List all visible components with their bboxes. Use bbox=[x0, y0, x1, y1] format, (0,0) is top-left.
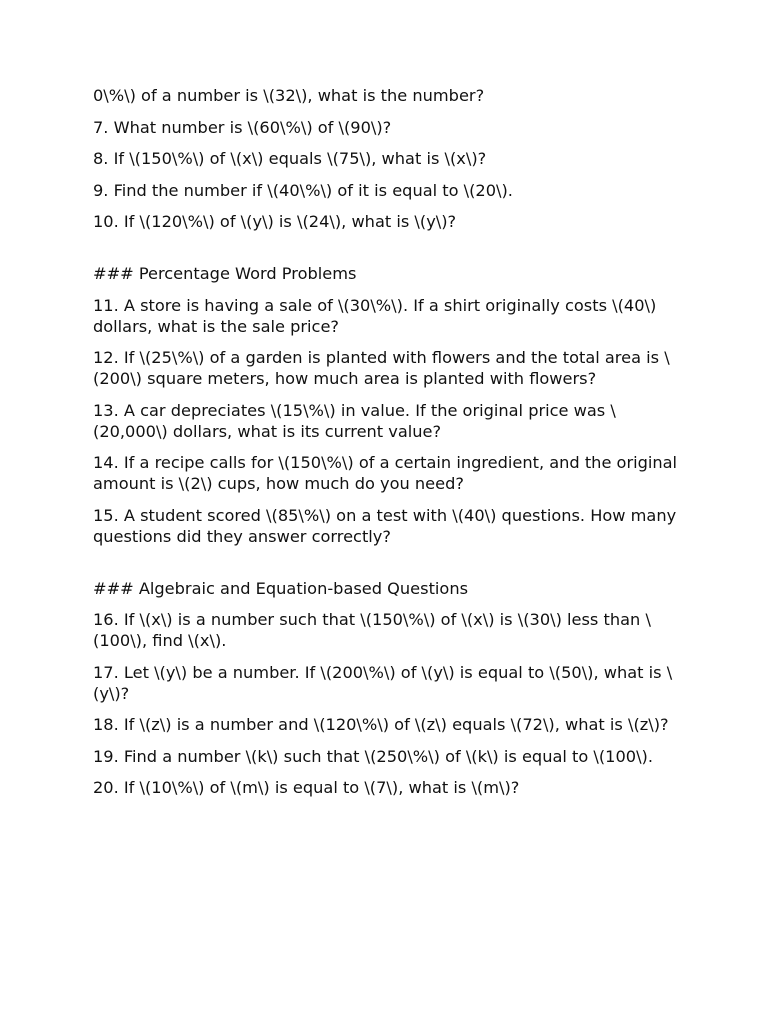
question-20: 20. If \(10\%\) of \(m\) is equal to \(7\), what is \(m\)? bbox=[93, 778, 520, 797]
question-7: 7. What number is \(60\%\) of \(90\)? bbox=[93, 117, 392, 137]
question-8: 8. If \(150\%\) of \(x\) equals \(75\), what is \(x\)? bbox=[93, 149, 487, 168]
question-16: 16. If \(x\) is a number such that \(150\%\) of \(x\) is \(30\) less than \(100\), find \(x\). bbox=[93, 610, 651, 650]
question-fragment: 0\%\) of a number is \(32\), what is the number? bbox=[93, 86, 485, 105]
question-17: 17. Let \(y\) be a number. If \(200\%\) of \(y\) is equal to \(50\), what is \(y\)? bbox=[93, 662, 673, 703]
question-15: 15. A student scored \(85\%\) on a test with \(40\) questions. How many questions did they answer correctly? bbox=[93, 505, 677, 546]
question-10: 10. If \(120\%\) of \(y\) is \(24\), what is \(y\)? bbox=[93, 212, 457, 231]
question-9: 9. Find the number if \(40\%\) of it is equal to \(20\). bbox=[93, 180, 513, 200]
question-12: 12. If \(25\%\) of a garden is planted with flowers and the total area is \(200\) square meters, how much area is planted with flowers? bbox=[93, 348, 670, 388]
section-heading-word-problems: ### Percentage Word Problems bbox=[93, 264, 357, 283]
section-heading-algebraic: ### Algebraic and Equation-based Questions bbox=[93, 578, 469, 598]
question-19: 19. Find a number \(k\) such that \(250\%\) of \(k\) is equal to \(100\). bbox=[93, 746, 653, 766]
question-11: 11. A store is having a sale of \(30\%\). If a shirt originally costs \(40\) dollars, what is the sale price? bbox=[93, 295, 657, 336]
document-page bbox=[93, 85, 683, 809]
question-18: 18. If \(z\) is a number and \(120\%\) of \(z\) equals \(72\), what is \(z\)? bbox=[93, 715, 669, 734]
question-14: 14. If a recipe calls for \(150\%\) of a certain ingredient, and the original amount is \(2\) cups, how much do you need? bbox=[93, 453, 678, 493]
question-13: 13. A car depreciates \(15\%\) in value. If the original price was \(20,000\) dollars, what is its current value? bbox=[93, 400, 616, 441]
